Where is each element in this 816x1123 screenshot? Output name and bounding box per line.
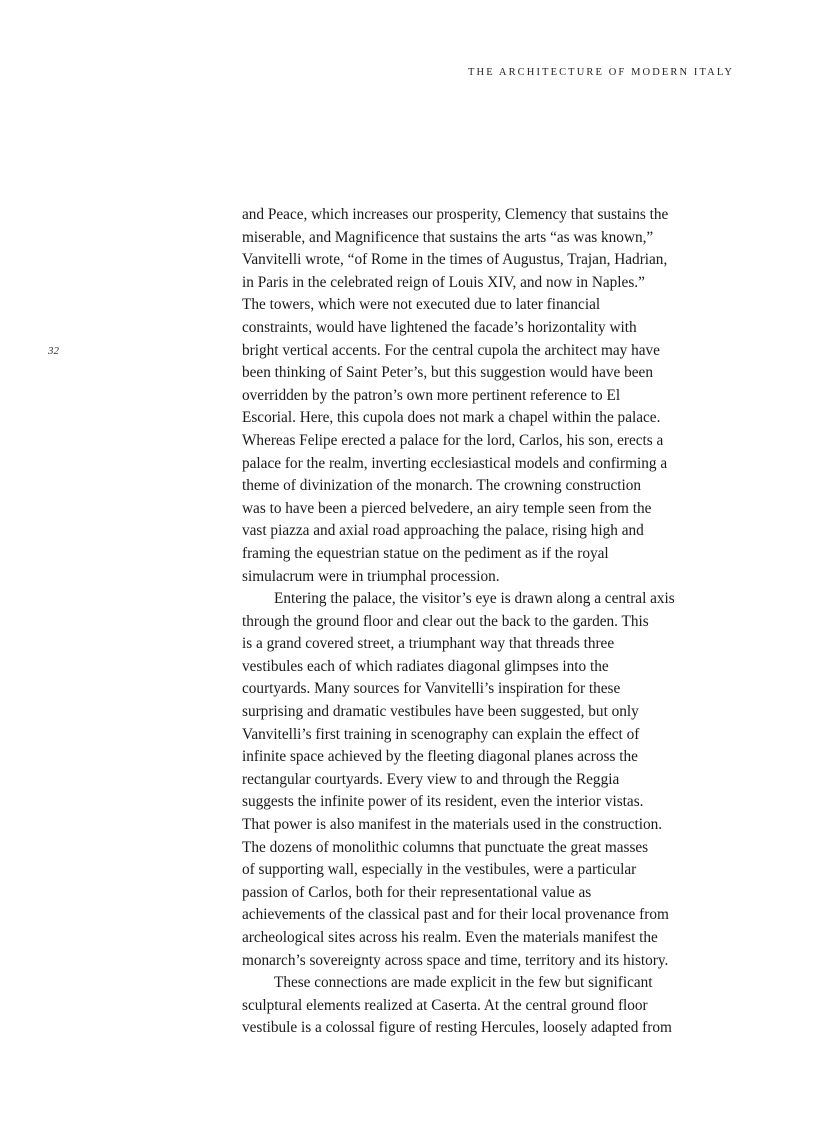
page-number: 32 — [48, 345, 59, 357]
text-line: was to have been a pierced belvedere, an airy temple seen from the — [242, 499, 652, 517]
text-line: framing the equestrian statue on the pediment as if the royal — [242, 544, 609, 562]
body-text — [242, 204, 742, 1040]
text-line: archeological sites across his realm. Even the materials manifest the — [242, 929, 658, 946]
text-line: is a grand covered street, a triumphant way that threads three — [242, 635, 615, 653]
text-line: That power is also manifest in the materials used in the construction. — [242, 816, 663, 834]
text-line: overridden by the patron’s own more pertinent reference to El — [242, 386, 621, 404]
text-line: of supporting wall, especially in the vestibules, were a particular — [242, 861, 637, 879]
text-line: courtyards. Many sources for Vanvitelli’s inspiration for these — [242, 680, 621, 698]
text-line: passion of Carlos, both for their representational value as — [242, 883, 592, 901]
text-line: simulacrum were in triumphal procession. — [242, 567, 500, 585]
text-line: rectangular courtyards. Every view to and through the Reggia — [242, 770, 620, 788]
text-line: Vanvitelli’s first training in scenography can explain the effect of — [242, 725, 640, 743]
text-line: suggests the infinite power of its resident, even the interior vistas. — [242, 793, 644, 811]
text-line: miserable, and Magnificence that sustains the arts “as was known,” — [242, 228, 654, 246]
text-line: Whereas Felipe erected a palace for the lord, Carlos, his son, erects a — [242, 431, 664, 449]
text-line: palace for the realm, inverting ecclesiastical models and confirming a — [242, 454, 668, 472]
text-line: bright vertical accents. For the central cupola the architect may have — [242, 341, 660, 359]
text-line: constraints, would have lightened the facade’s horizontality with — [242, 318, 637, 336]
text-line: infinite space achieved by the fleeting diagonal planes across the — [242, 748, 638, 766]
text-line: vestibules each of which radiates diagonal glimpses into the — [242, 657, 609, 675]
text-line: Entering the palace, the visitor’s eye is drawn along a central axis — [274, 590, 675, 608]
text-line: monarch’s sovereignty across space and time, territory and its history. — [242, 951, 669, 969]
text-line: been thinking of Saint Peter’s, but this suggestion would have been — [242, 364, 653, 382]
text-line: sculptural elements realized at Caserta. At the central ground floor — [242, 996, 648, 1014]
text-line: achievements of the classical past and for their local provenance from — [242, 906, 669, 924]
text-line: The dozens of monolithic columns that punctuate the great masses — [242, 838, 649, 856]
text-line: Vanvitelli wrote, “of Rome in the times of Augustus, Trajan, Hadrian, — [242, 251, 668, 269]
text-line: Escorial. Here, this cupola does not mark a chapel within the palace. — [242, 409, 661, 427]
text-line: through the ground floor and clear out the back to the garden. This — [242, 612, 649, 630]
running-head-title: THE ARCHITECTURE OF MODERN ITALY — [468, 67, 734, 78]
text-line: theme of divinization of the monarch. The crowning construction — [242, 477, 642, 495]
text-line: surprising and dramatic vestibules have been suggested, but only — [242, 703, 639, 721]
text-line: These connections are made explicit in the few but significant — [274, 974, 653, 992]
text-line: and Peace, which increases our prosperity, Clemency that sustains the — [242, 206, 669, 223]
text-line: vestibule is a colossal figure of resting Hercules, loosely adapted from — [242, 1019, 672, 1037]
text-line: The towers, which were not executed due to later financial — [242, 296, 601, 314]
text-line: in Paris in the celebrated reign of Louis XIV, and now in Naples.” — [242, 273, 645, 291]
text-line: vast piazza and axial road approaching the palace, rising high and — [242, 522, 644, 540]
